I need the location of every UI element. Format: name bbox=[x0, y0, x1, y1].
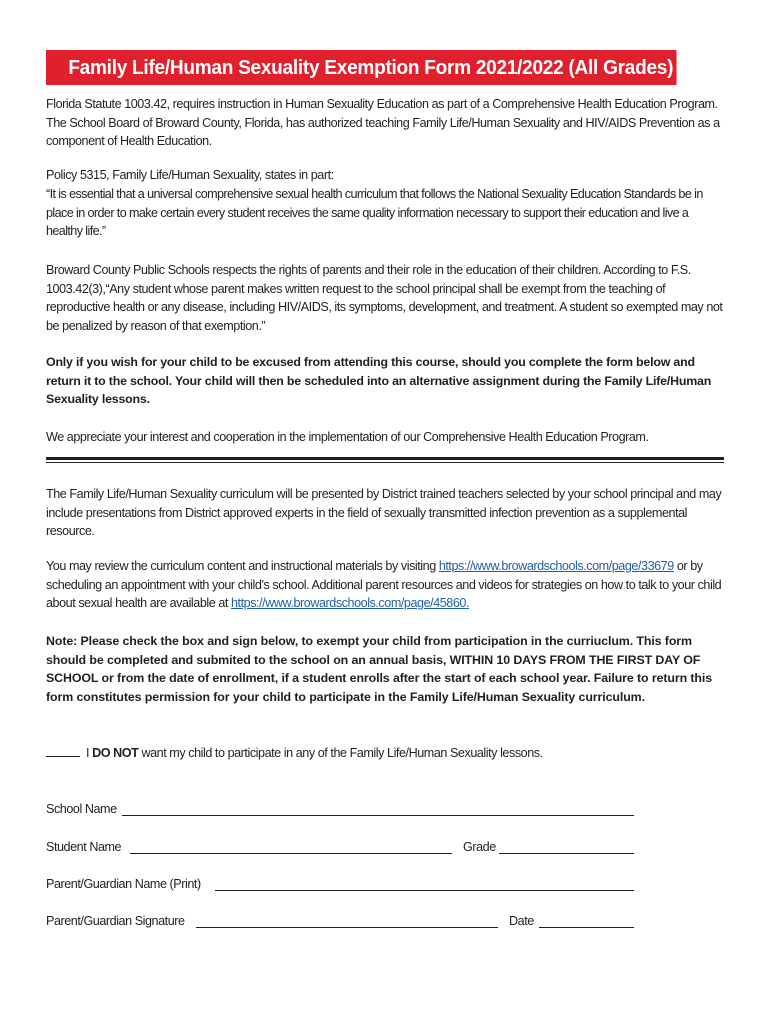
review-paragraph bbox=[46, 557, 724, 613]
policy-heading: Policy 5315, Family Life/Human Sexuality, states in part: bbox=[46, 168, 334, 182]
rights-paragraph: Broward County Public Schools respects the rights of parents and their role in the education of their children. According to F.S. 1003.42(3),“Any student whose parent makes written request to the school principal shall be exempt from the teaching of reproductive health or any disease, including HIV/AIDS, its symptoms, development, and treatment. A student so exempted may not be penalized by reason of that exemption.” bbox=[46, 263, 723, 333]
school-name-field[interactable] bbox=[122, 815, 634, 816]
opt-out-check-line[interactable] bbox=[46, 756, 80, 757]
student-name-field[interactable] bbox=[130, 853, 452, 854]
date-field[interactable] bbox=[539, 927, 634, 928]
review-text-middle: or by scheduling an appointment with your child’s school. Additional parent resources and videos for strategies on how to talk to your child about sexual health are available at bbox=[46, 559, 722, 611]
opt-out-row bbox=[46, 745, 543, 761]
date-label: Date bbox=[509, 914, 534, 928]
section-divider bbox=[46, 457, 724, 463]
school-name-label: School Name bbox=[46, 802, 117, 816]
only-if-paragraph: Only if you wish for your child to be excused from attending this course, should you complete the form below and return it to the school. Your child will then be scheduled into an alternative assignment during the Family Life/Human Sexuality lessons. bbox=[46, 355, 712, 407]
parent-resources-link[interactable]: https://www.browardschools.com/page/45860. bbox=[231, 596, 470, 611]
curriculum-paragraph: The Family Life/Human Sexuality curriculum will be presented by District trained teachers selected by your school principal and may include presentations from District approved experts in the field of sexually transmitted infection prevention as a supplemental resource. bbox=[46, 487, 722, 539]
review-text-start: You may review the curriculum content and instructional materials by visiting bbox=[46, 559, 439, 573]
opt-out-emphasis: DO NOT bbox=[92, 746, 139, 760]
guardian-name-field[interactable] bbox=[215, 890, 634, 891]
policy-quote: “It is essential that a universal comprehensive sexual health curriculum that follows the National Sexuality Education Standards be in place in order to make certain every student receives the same quality information necessary to support their education and live a healthy life.” bbox=[46, 187, 703, 239]
guardian-name-label: Parent/Guardian Name (Print) bbox=[46, 877, 201, 891]
statute-paragraph: Florida Statute 1003.42, requires instruction in Human Sexuality Education as part of a Comprehensive Health Education Program. The School Board of Broward County, Florida, has authorized teaching Family Life/Human Sexuality and HIV/AIDS Prevention as a component of Health Education. bbox=[46, 97, 720, 149]
opt-out-prefix: I bbox=[86, 746, 93, 760]
student-name-label: Student Name bbox=[46, 840, 122, 854]
form-title: Family Life/Human Sexuality Exemption Form 2021/2022 (All Grades) bbox=[68, 56, 674, 79]
opt-out-suffix: want my child to participate in any of the Family Life/Human Sexuality lessons. bbox=[138, 746, 543, 760]
appreciate-paragraph: We appreciate your interest and cooperation in the implementation of our Comprehensive Health Education Program. bbox=[46, 430, 649, 444]
guardian-signature-field[interactable] bbox=[196, 927, 498, 928]
grade-field[interactable] bbox=[499, 853, 634, 854]
note-paragraph: Note: Please check the box and sign below, to exempt your child from participation in the curriuclum. This form should be completed and submited to the school on an annual basis, WITHIN 10 DAYS FROM THE FIRST DAY OF SCHOOL or from the date of enrollment, if a student enrolls after the start of each school year. Failure to return this form constitutes permission for your child to participate in the Family Life/Human Sexuality curriculum. bbox=[46, 634, 713, 704]
guardian-signature-label: Parent/Guardian Signature bbox=[46, 914, 185, 928]
curriculum-link[interactable]: https://www.browardschools.com/page/33679 bbox=[438, 559, 674, 573]
form-title-banner bbox=[46, 50, 677, 85]
grade-label: Grade bbox=[463, 840, 496, 854]
